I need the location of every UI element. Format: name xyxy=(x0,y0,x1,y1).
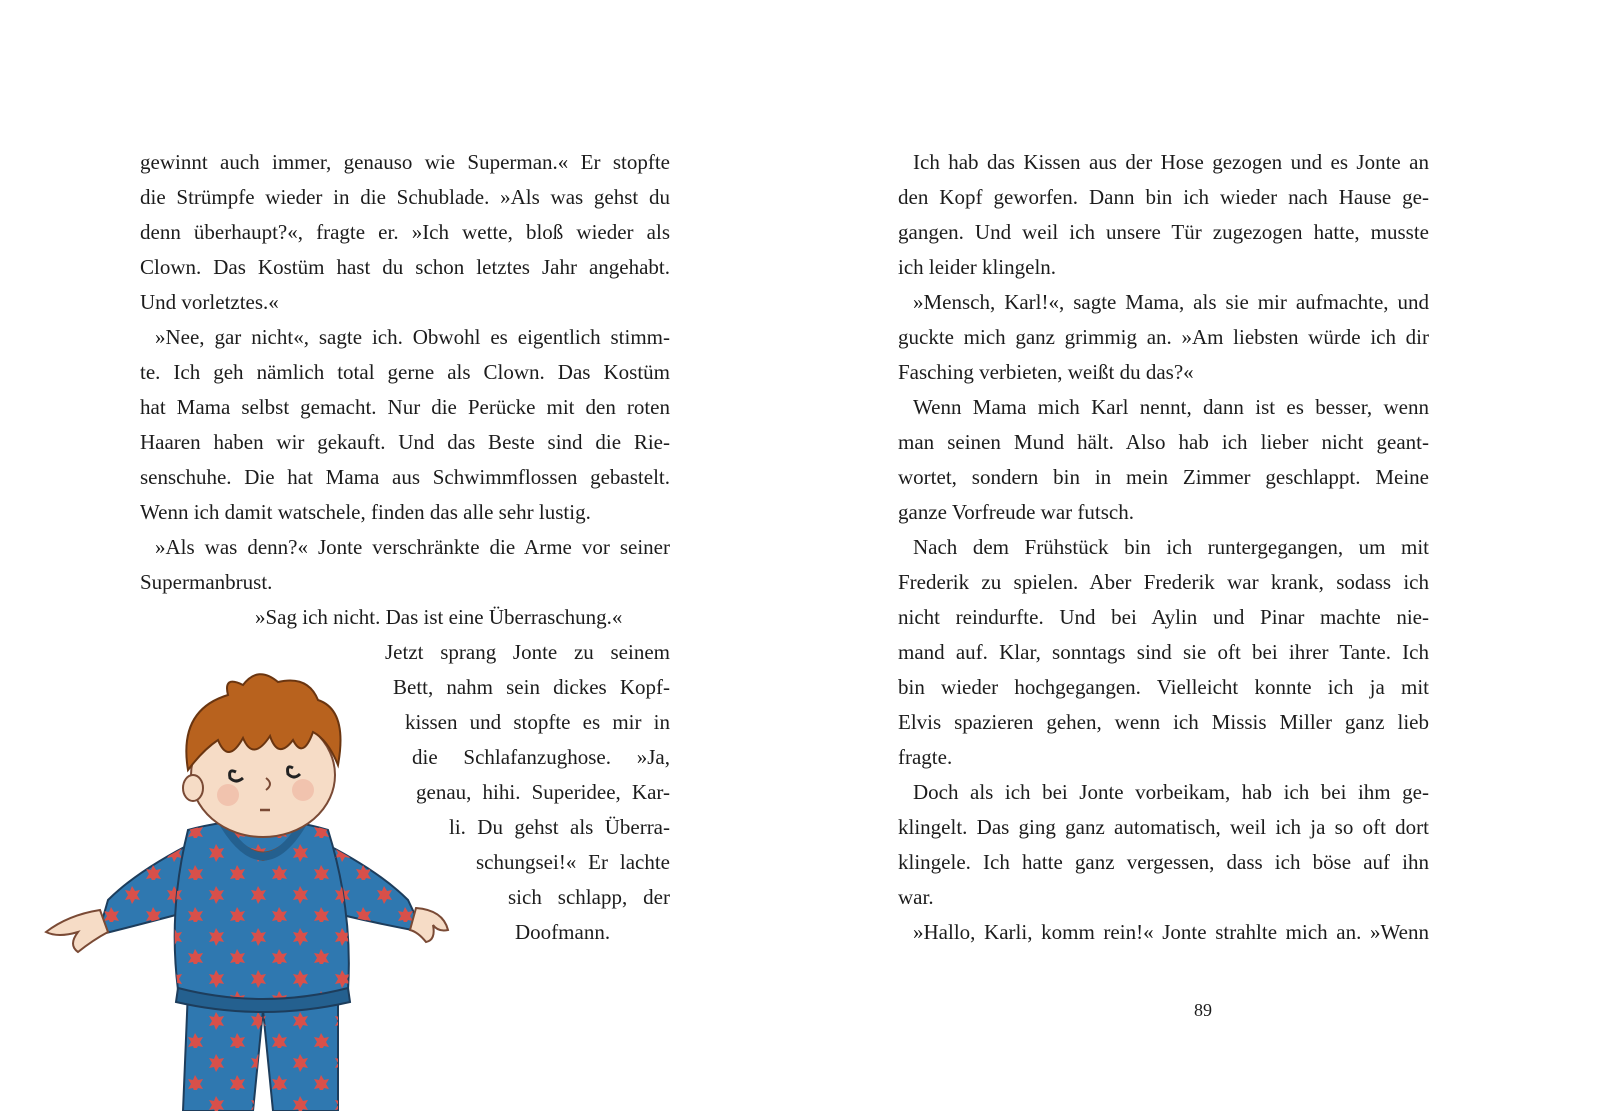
text-line: Elvis spazieren gehen, wenn ich Missis Miller ganz lieb xyxy=(898,710,1429,734)
text-line: »Sag ich nicht. Das ist eine Überraschung.« xyxy=(255,605,623,629)
text-line: Fasching verbieten, weißt du das?« xyxy=(898,360,1194,384)
text-line: Und vorletztes.« xyxy=(140,290,279,314)
text-line: guckte mich ganz grimmig an. »Am liebsten würde ich dir xyxy=(898,325,1429,349)
boy-in-pajamas-illustration xyxy=(38,670,478,1111)
text-line: gewinnt auch immer, genauso wie Superman.« Er stopfte xyxy=(140,150,670,174)
text-line: ganze Vorfreude war futsch. xyxy=(898,500,1134,524)
text-line: die Strümpfe wieder in die Schublade. »Als was gehst du xyxy=(140,185,670,209)
text-line: te. Ich geh nämlich total gerne als Clown. Das Kostüm xyxy=(140,360,670,384)
text-line: klingelt. Das ging ganz automatisch, weil ich ja so oft dort xyxy=(898,815,1429,839)
text-line: »Mensch, Karl!«, sagte Mama, als sie mir aufmachte, und xyxy=(913,290,1429,314)
text-line: Wenn Mama mich Karl nennt, dann ist es besser, wenn xyxy=(913,395,1429,419)
text-line: ich leider klingeln. xyxy=(898,255,1057,279)
text-line: li. Du gehst als Überra- xyxy=(449,815,670,839)
text-line: Doch als ich bei Jonte vorbeikam, hab ich bei ihm ge- xyxy=(913,780,1429,804)
text-line: »Als was denn?« Jonte verschränkte die Arme vor seiner xyxy=(155,535,670,559)
right-page xyxy=(800,0,1600,1111)
text-line: Doofmann. xyxy=(515,920,611,944)
text-line: klingele. Ich hatte ganz vergessen, dass ich böse auf ihn xyxy=(898,850,1429,874)
text-line: gangen. Und weil ich unsere Tür zugezogen hatte, musste xyxy=(898,220,1429,244)
text-line: Jetzt sprang Jonte zu seinem xyxy=(385,640,670,664)
text-line: »Hallo, Karli, komm rein!« Jonte strahlte mich an. »Wenn xyxy=(913,920,1429,944)
text-line: wortet, sondern bin in mein Zimmer geschlappt. Meine xyxy=(898,465,1429,489)
text-line: schungsei!« Er lachte xyxy=(476,850,670,874)
text-line: nicht reindurfte. Und bei Aylin und Pinar machte nie- xyxy=(898,605,1429,629)
text-line: fragte. xyxy=(898,745,953,769)
text-line: sich schlapp, der xyxy=(508,885,670,909)
text-line: den Kopf geworfen. Dann bin ich wieder nach Hause ge- xyxy=(898,185,1429,209)
text-line: Clown. Das Kostüm hast du schon letztes Jahr angehabt. xyxy=(140,255,670,279)
text-line: Supermanbrust. xyxy=(140,570,273,594)
text-line: Haaren haben wir gekauft. Und das Beste sind die Rie- xyxy=(140,430,670,454)
text-line: Nach dem Frühstück bin ich runtergegangen, um mit xyxy=(913,535,1429,559)
page-number: 89 xyxy=(1194,1000,1212,1020)
text-line: man seinen Mund hält. Also hab ich lieber nicht geant- xyxy=(898,430,1429,454)
text-line: Ich hab das Kissen aus der Hose gezogen und es Jonte an xyxy=(913,150,1429,174)
text-line: mand auf. Klar, sonntags sind sie oft bei ihrer Tante. Ich xyxy=(898,640,1429,664)
text-line: Wenn ich damit watschele, finden das alle sehr lustig. xyxy=(140,500,591,524)
text-line: Frederik zu spielen. Aber Frederik war krank, sodass ich xyxy=(898,570,1429,594)
text-line: genau, hihi. Superidee, Kar- xyxy=(416,780,670,804)
text-line: kissen und stopfte es mir in xyxy=(405,710,670,734)
text-line: war. xyxy=(898,885,934,909)
text-line: denn überhaupt?«, fragte er. »Ich wette, bloß wieder als xyxy=(140,220,670,244)
text-line: hat Mama selbst gemacht. Nur die Perücke mit den roten xyxy=(140,395,670,419)
text-line: senschuhe. Die hat Mama aus Schwimmflossen gebastelt. xyxy=(140,465,670,489)
text-line: die Schlafanzughose. »Ja, xyxy=(412,745,670,769)
text-line: »Nee, gar nicht«, sagte ich. Obwohl es eigentlich stimm- xyxy=(155,325,670,349)
text-line: bin wieder hochgegangen. Vielleicht konnte ich ja mit xyxy=(898,675,1429,699)
text-line: Bett, nahm sein dickes Kopf- xyxy=(393,675,670,699)
